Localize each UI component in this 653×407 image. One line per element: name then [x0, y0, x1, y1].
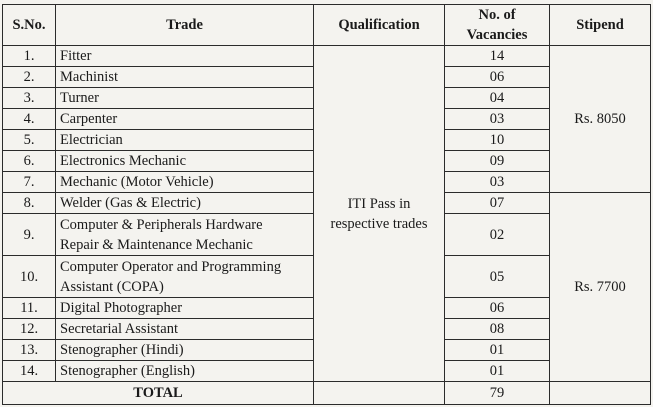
header-trade: Trade: [56, 5, 314, 46]
row-trade: Secretarial Assistant: [56, 319, 314, 340]
vacancy-table: [2, 4, 651, 405]
row-trade: Carpenter: [56, 109, 314, 130]
row-trade: Electronics Mechanic: [56, 151, 314, 172]
row-sno: 1.: [3, 46, 56, 67]
total-label: TOTAL: [3, 382, 314, 405]
row-vacancies: 09: [445, 151, 550, 172]
row-vacancies: 03: [445, 109, 550, 130]
row-trade: Digital Photographer: [56, 298, 314, 319]
row-vacancies: 01: [445, 361, 550, 382]
row-trade: [56, 214, 314, 256]
row-vacancies: 01: [445, 340, 550, 361]
row-sno: 3.: [3, 88, 56, 109]
row-sno: 7.: [3, 172, 56, 193]
qualification-line2: respective trades: [330, 215, 428, 232]
header-vacancies-line2: Vacancies: [466, 27, 528, 43]
row-sno: 10.: [3, 256, 56, 298]
row-sno: 9.: [3, 214, 56, 256]
row-vacancies: 10: [445, 130, 550, 151]
total-row: [3, 382, 651, 405]
row-trade: Stenographer (Hindi): [56, 340, 314, 361]
header-vacancies-line1: No. of: [478, 7, 516, 23]
row-trade: Electrician: [56, 130, 314, 151]
row-trade: Fitter: [56, 46, 314, 67]
row-sno: 12.: [3, 319, 56, 340]
row-sno: 8.: [3, 193, 56, 214]
qualification-line1: ITI Pass in: [347, 195, 411, 212]
row-vacancies: 05: [445, 256, 550, 298]
table-row: [3, 46, 651, 67]
row-vacancies: 08: [445, 319, 550, 340]
row-vacancies: 14: [445, 46, 550, 67]
row-trade: [56, 256, 314, 298]
row-trade-line1: Computer Operator and Programming: [60, 258, 282, 275]
row-vacancies: 06: [445, 298, 550, 319]
row-vacancies: 04: [445, 88, 550, 109]
row-trade-line1: Computer & Peripherals Hardware: [60, 216, 263, 233]
row-sno: 2.: [3, 67, 56, 88]
row-sno: 13.: [3, 340, 56, 361]
header-stipend: Stipend: [550, 5, 651, 46]
header-qualification: Qualification: [314, 5, 445, 46]
row-trade: Welder (Gas & Electric): [56, 193, 314, 214]
row-trade: Turner: [56, 88, 314, 109]
row-sno: 11.: [3, 298, 56, 319]
row-trade-line2: Assistant (COPA): [60, 278, 164, 295]
total-empty-qualification: [314, 382, 445, 405]
total-value: 79: [445, 382, 550, 405]
row-sno: 5.: [3, 130, 56, 151]
row-sno: 6.: [3, 151, 56, 172]
qualification-cell: [314, 46, 445, 382]
header-row: [3, 5, 651, 46]
total-empty-stipend: [550, 382, 651, 405]
row-vacancies: 07: [445, 193, 550, 214]
row-vacancies: 02: [445, 214, 550, 256]
header-sno: S.No.: [3, 5, 56, 46]
header-vacancies: [445, 5, 550, 46]
row-trade: Machinist: [56, 67, 314, 88]
row-trade-line2: Repair & Maintenance Mechanic: [60, 236, 253, 253]
row-sno: 4.: [3, 109, 56, 130]
row-trade: Mechanic (Motor Vehicle): [56, 172, 314, 193]
row-trade: Stenographer (English): [56, 361, 314, 382]
row-vacancies: 06: [445, 67, 550, 88]
row-vacancies: 03: [445, 172, 550, 193]
stipend-cell-group2: Rs. 7700: [550, 193, 651, 382]
stipend-cell-group1: Rs. 8050: [550, 46, 651, 193]
row-sno: 14.: [3, 361, 56, 382]
